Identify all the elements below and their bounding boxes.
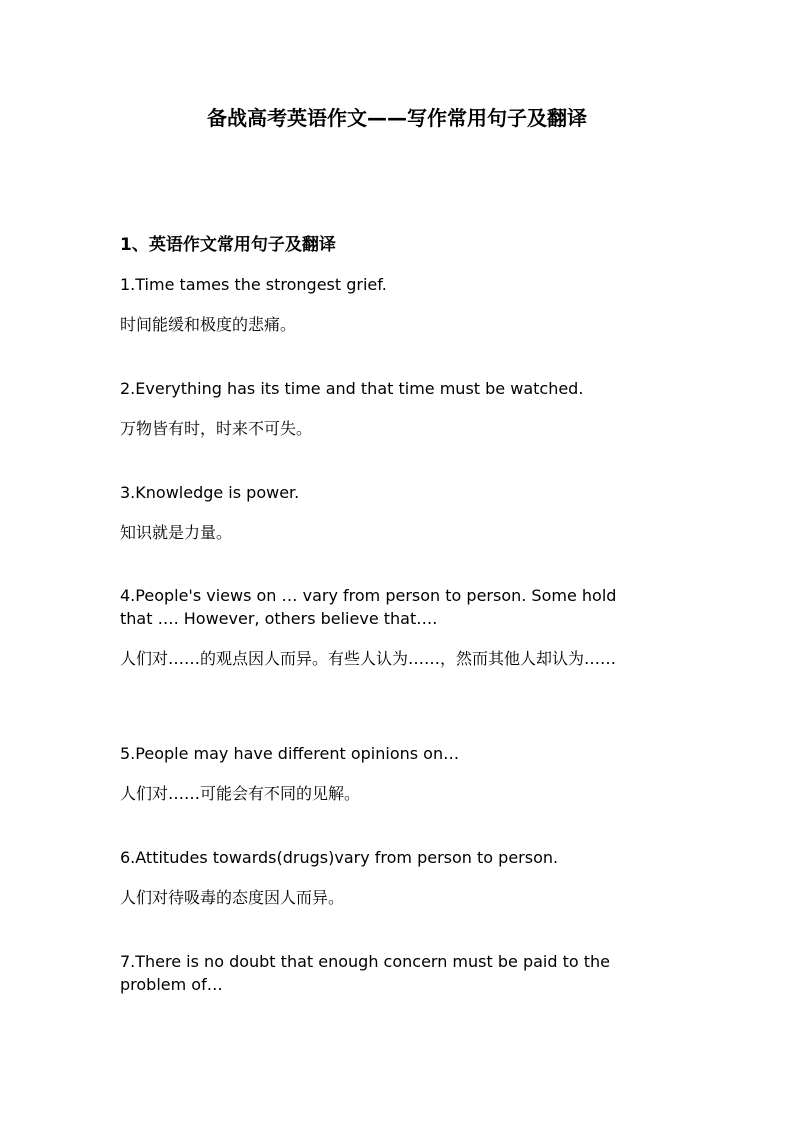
chinese-translation: 人们对……的观点因人而异。有些人认为……，然而其他人却认为…… (120, 649, 617, 668)
english-sentence: 5.People may have different opinions on… (120, 744, 460, 763)
sentence-entry-2 (120, 377, 640, 444)
english-sentence: 4.People's views on … vary from person to person. Some hold that …. However, others believe that…. (120, 586, 617, 628)
english-sentence: 7.There is no doubt that enough concern must be paid to the problem of… (120, 952, 610, 994)
english-sentence: 6.Attitudes towards(drugs)vary from person to person. (120, 848, 559, 867)
chinese-translation: 时间能缓和极度的悲痛。 (120, 315, 297, 334)
sentence-entry-3 (120, 481, 640, 548)
sentence-entry-7 (120, 950, 640, 996)
sentence-entry-4 (120, 584, 640, 674)
chinese-translation: 知识就是力量。 (120, 523, 233, 542)
sentence-entry-5 (120, 742, 640, 809)
chinese-translation: 万物皆有时，时来不可失。 (120, 419, 313, 438)
chinese-translation: 人们对……可能会有不同的见解。 (120, 784, 361, 803)
english-sentence: 3.Knowledge is power. (120, 483, 300, 502)
sentence-entry-1 (120, 273, 640, 340)
chinese-translation: 人们对待吸毒的态度因人而异。 (120, 888, 345, 907)
document-title: 备战高考英语作文——写作常用句子及翻译 (207, 106, 587, 130)
section-heading: 1、英语作文常用句子及翻译 (120, 235, 336, 255)
sentence-entry-6 (120, 846, 640, 913)
english-sentence: 2.Everything has its time and that time must be watched. (120, 379, 584, 398)
english-sentence: 1.Time tames the strongest grief. (120, 275, 387, 294)
